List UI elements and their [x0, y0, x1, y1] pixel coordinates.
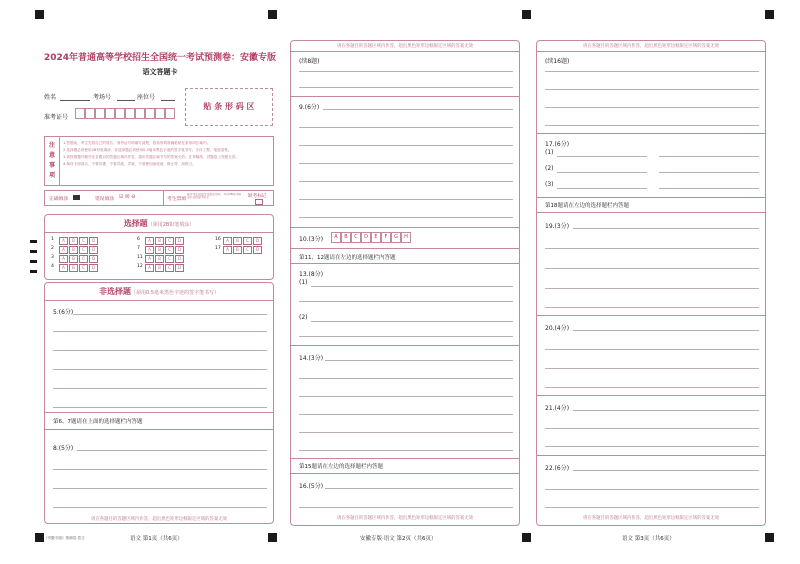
answer-line[interactable] [299, 432, 513, 433]
q6-7-select-note: 第6、7题请在上面的选择题栏内答题 [53, 419, 143, 425]
q17-label: 17.(6分) [545, 141, 570, 148]
answer-line[interactable] [545, 125, 759, 126]
answer-line[interactable] [299, 127, 513, 128]
barcode-label: 贴 条 形 码 区 [203, 102, 255, 111]
answer-line[interactable] [73, 314, 267, 315]
answer-line[interactable] [545, 268, 759, 269]
answer-line[interactable] [659, 172, 759, 173]
choice-bubble[interactable]: D [89, 255, 98, 263]
answer-line[interactable] [325, 488, 513, 489]
absent-mark-label: 缺考标记 [248, 194, 267, 199]
choice-bubble[interactable]: A [223, 237, 232, 245]
answer-line[interactable] [53, 369, 267, 370]
answer-line[interactable] [545, 387, 759, 388]
answer-line[interactable] [545, 428, 759, 429]
footer-page-1: 语文 第1页（共6页） [130, 536, 183, 542]
registration-mark [268, 533, 277, 542]
choice-bubble[interactable]: A [145, 237, 154, 245]
seat-label: 座位号 [137, 94, 156, 101]
choice-number: 11 [137, 255, 143, 260]
answer-line[interactable] [299, 199, 513, 200]
correct-fill-label: 正确填涂 [49, 197, 69, 202]
q10-option-box[interactable]: B [341, 232, 351, 243]
choice-bubble[interactable]: B [69, 237, 78, 245]
answer-line[interactable] [53, 331, 267, 332]
wrong-fill-label: 错误填涂 [95, 197, 115, 202]
q10-option-box[interactable]: C [351, 232, 361, 243]
answer-line[interactable] [299, 450, 513, 451]
q21-label: 21.(4分) [545, 405, 570, 412]
answer-line[interactable] [545, 89, 759, 90]
choice-bubble[interactable]: C [243, 237, 252, 245]
answer-line[interactable] [53, 388, 267, 389]
fill-legend [44, 190, 274, 206]
registration-mark [765, 533, 774, 542]
q10-option-box[interactable]: H [401, 232, 411, 243]
q18-select-note: 第18题请在左边的选择题栏内答题 [545, 203, 629, 209]
choice-bubble[interactable]: A [145, 264, 154, 272]
answer-line[interactable] [299, 71, 513, 72]
choice-bubble[interactable]: D [89, 237, 98, 245]
answer-line[interactable] [659, 188, 759, 189]
timing-mark [30, 240, 37, 243]
exam-title: 2024年普通高等学校招生全国统一考试预测卷：安徽专版 [43, 53, 277, 63]
q15-select-note: 第15题请在左边的选择题栏内答题 [299, 464, 383, 470]
answer-line[interactable] [299, 507, 513, 508]
answer-line[interactable] [53, 350, 267, 351]
notice-box [44, 136, 274, 186]
q10-option-box[interactable]: D [361, 232, 371, 243]
choice-number: 16 [215, 237, 221, 242]
q16-continued-label: (续16题) [545, 58, 570, 65]
answer-line[interactable] [545, 307, 759, 308]
choice-bubble[interactable]: C [165, 246, 174, 254]
choice-number: 7 [137, 246, 140, 251]
answer-line[interactable] [557, 188, 647, 189]
answer-line[interactable] [573, 410, 759, 411]
answer-line[interactable] [311, 321, 513, 322]
choice-bubble[interactable]: B [69, 246, 78, 254]
answer-line[interactable] [325, 360, 513, 361]
answer-line[interactable] [299, 396, 513, 397]
choice-bubble[interactable]: D [175, 255, 184, 263]
choice-bubble[interactable]: A [145, 246, 154, 254]
answer-line[interactable] [299, 163, 513, 164]
choice-panel [44, 214, 274, 280]
footer-page-2: 安徽专版·语文 第2页（共6页） [360, 536, 437, 542]
q10-option-box[interactable]: A [331, 232, 341, 243]
choice-bubble[interactable]: B [233, 237, 242, 245]
bottom-warning: 请在各题目的答题区域内作答，超出黑色矩形边框限定区域的答案无效 [582, 516, 720, 521]
choice-bubble[interactable]: B [155, 264, 164, 272]
correct-fill-sample [73, 195, 80, 200]
registration-mark [522, 533, 531, 542]
exam-room-field[interactable] [117, 100, 135, 101]
answer-line[interactable] [53, 407, 267, 408]
choice-number: 12 [137, 264, 143, 269]
choice-bubble[interactable]: B [155, 246, 164, 254]
choice-bubble[interactable]: C [79, 237, 88, 245]
choice-number: 17 [215, 246, 221, 251]
choice-bubble[interactable]: B [155, 237, 164, 245]
name-field[interactable] [60, 100, 90, 101]
choice-bubble[interactable]: D [253, 246, 262, 254]
choice-bubble[interactable]: D [253, 237, 262, 245]
top-warning: 请在各题目的答题区域内作答，超出黑色矩形边框限定区域的答案无效 [582, 44, 720, 49]
card-subtitle: 语文答题卡 [142, 68, 178, 76]
answer-line[interactable] [557, 172, 647, 173]
q5-label: 5.(6分) [53, 309, 74, 316]
top-warning: 请在各题目的答题区域内作答，超出黑色矩形边框限定区域的答案无效 [336, 44, 474, 49]
choice-bubble[interactable]: B [233, 246, 242, 254]
choice-bubble[interactable]: A [223, 246, 232, 254]
timing-mark [30, 270, 37, 273]
barcode-area [185, 88, 273, 126]
registration-mark [268, 10, 277, 19]
answer-line[interactable] [545, 368, 759, 369]
timing-mark [30, 260, 37, 263]
exam-room-label: 考场号 [93, 94, 112, 101]
notice-label: 注 意 事 项 [48, 142, 55, 179]
nonchoice-header: 非选择题（须用0.5毫米黑色字迹的签字笔书写） [99, 287, 219, 296]
choice-bubble[interactable]: D [175, 237, 184, 245]
q22-label: 22.(6分) [545, 465, 570, 472]
q10-option-box[interactable]: G [391, 232, 401, 243]
q14-label: 14.(3分) [299, 355, 324, 362]
q13-part1-label: (1) [299, 279, 308, 286]
choice-bubble[interactable]: C [165, 237, 174, 245]
q8-label: 8.(5分) [53, 445, 74, 452]
choice-bubble[interactable]: C [165, 264, 174, 272]
choice-number: 3 [51, 255, 54, 260]
choice-number: 4 [51, 264, 54, 269]
answer-line[interactable] [311, 286, 513, 287]
choice-bubble[interactable]: D [89, 264, 98, 272]
q10-option-boxes [331, 232, 421, 243]
q19-label: 19.(3分) [545, 223, 570, 230]
timing-mark [30, 250, 37, 253]
choice-bubble[interactable]: C [243, 246, 252, 254]
answer-line[interactable] [77, 450, 267, 451]
choice-bubble[interactable]: D [175, 246, 184, 254]
bottom-warning: 请在各题目的答题区域内作答，超出黑色矩形边框限定区域的答案无效 [90, 517, 228, 522]
answer-line[interactable] [573, 228, 759, 229]
choice-bubble[interactable]: C [79, 246, 88, 254]
absent-text: 缺考考生由监考员贴条形码，并用2B铅笔填涂右边的缺考标记 [187, 193, 242, 200]
wrong-fill-samples: ☑ ☒ ⊖ [119, 194, 136, 200]
answer-line[interactable] [573, 470, 759, 471]
name-label: 姓名 [44, 94, 57, 101]
notice-text: 1.答题前，考生先将自己的姓名、准考证号码填写清楚，将条形码准确粘贴在条形码区域内。 2.选择题必须使用2B铅笔填涂；非选择题必须使用0.5毫米黑色字迹的签字笔书写，字体工整、笔迹清楚。 3.请按照题号顺序在各题目的答题区域内作答，超出答题区域书写的答案无效；在草稿纸、试题卷上答题无效。 4.保持卡面清洁，不要折叠、不要弄破、弄皱，不准使用涂改液、修正带、刮纸刀。 [63, 141, 239, 166]
answer-line[interactable] [299, 217, 513, 218]
answer-line[interactable] [299, 414, 513, 415]
answer-line[interactable] [545, 71, 759, 72]
registration-mark [765, 10, 774, 19]
absent-title: 考生禁填 [167, 197, 187, 202]
answer-line[interactable] [299, 378, 513, 379]
q17-part1-label: (1) [545, 149, 554, 156]
bottom-warning: 请在各题目的答题区域内作答，超出黑色矩形边框限定区域的答案无效 [336, 516, 474, 521]
q9-label: 9.(6分) [299, 104, 320, 111]
choice-bubble[interactable]: C [79, 264, 88, 272]
q17-part2-label: (2) [545, 165, 554, 172]
footer-page-3: 语文 第3页（共6页） [622, 536, 675, 542]
footer-tiny: 《安徽专版》预测卷 语文 [44, 536, 85, 540]
choice-number: 6 [137, 237, 140, 242]
choice-bubble[interactable]: A [59, 255, 68, 263]
registration-mark [522, 10, 531, 19]
q10-label: 10.(3分) [299, 236, 324, 243]
choice-number: 2 [51, 246, 54, 251]
choice-bubble[interactable]: B [155, 255, 164, 263]
answer-line[interactable] [545, 288, 759, 289]
registration-mark [35, 533, 44, 542]
answer-line[interactable] [557, 156, 647, 157]
choice-bubble[interactable]: A [145, 255, 154, 263]
choice-header: 选择题（须用2B铅笔填涂） [123, 219, 195, 228]
q10-option-box[interactable]: F [381, 232, 391, 243]
answer-line[interactable] [53, 507, 267, 508]
seat-field[interactable] [161, 100, 175, 101]
answer-line[interactable] [573, 330, 759, 331]
answer-line[interactable] [299, 181, 513, 182]
q11-12-select-note: 第11、12题请在左边的选择题栏内答题 [299, 255, 396, 261]
answer-line[interactable] [299, 336, 513, 337]
choice-bubble[interactable]: A [59, 237, 68, 245]
q13-label: 13.(8分) [299, 271, 324, 278]
q10-option-box[interactable]: E [371, 232, 381, 243]
q8-continued-label: (续8题) [299, 58, 320, 65]
q13-part2-label: (2) [299, 314, 308, 321]
choice-bubble[interactable]: D [89, 246, 98, 254]
choice-bubble[interactable]: A [59, 246, 68, 254]
ticket-number-boxes[interactable] [75, 108, 175, 119]
answer-line[interactable] [323, 109, 513, 110]
choice-bubble[interactable]: C [165, 255, 174, 263]
nonchoice-panel [44, 282, 274, 524]
choice-bubble[interactable]: B [69, 255, 78, 263]
choice-bubble[interactable]: C [79, 255, 88, 263]
choice-bubble[interactable]: D [175, 264, 184, 272]
answer-line[interactable] [545, 248, 759, 249]
answer-line[interactable] [53, 488, 267, 489]
answer-line[interactable] [659, 156, 759, 157]
answer-line[interactable] [545, 446, 759, 447]
choice-bubble[interactable]: B [69, 264, 78, 272]
answer-line[interactable] [299, 301, 513, 302]
answer-line[interactable] [299, 145, 513, 146]
registration-mark [35, 10, 44, 19]
answer-line[interactable] [545, 507, 759, 508]
answer-line[interactable] [545, 107, 759, 108]
answer-line[interactable] [53, 469, 267, 470]
q17-part3-label: (3) [545, 181, 554, 188]
column-2-panel [290, 40, 520, 526]
q20-label: 20.(4分) [545, 325, 570, 332]
answer-line[interactable] [545, 349, 759, 350]
answer-line[interactable] [545, 489, 759, 490]
q16-label: 16.(5分) [299, 483, 324, 490]
column-3-panel [536, 40, 766, 526]
answer-line[interactable] [299, 87, 513, 88]
choice-number: 1 [51, 237, 54, 242]
choice-bubble[interactable]: A [59, 264, 68, 272]
ticket-label: 准考证号 [44, 114, 69, 121]
absent-mark-box[interactable] [255, 199, 263, 205]
